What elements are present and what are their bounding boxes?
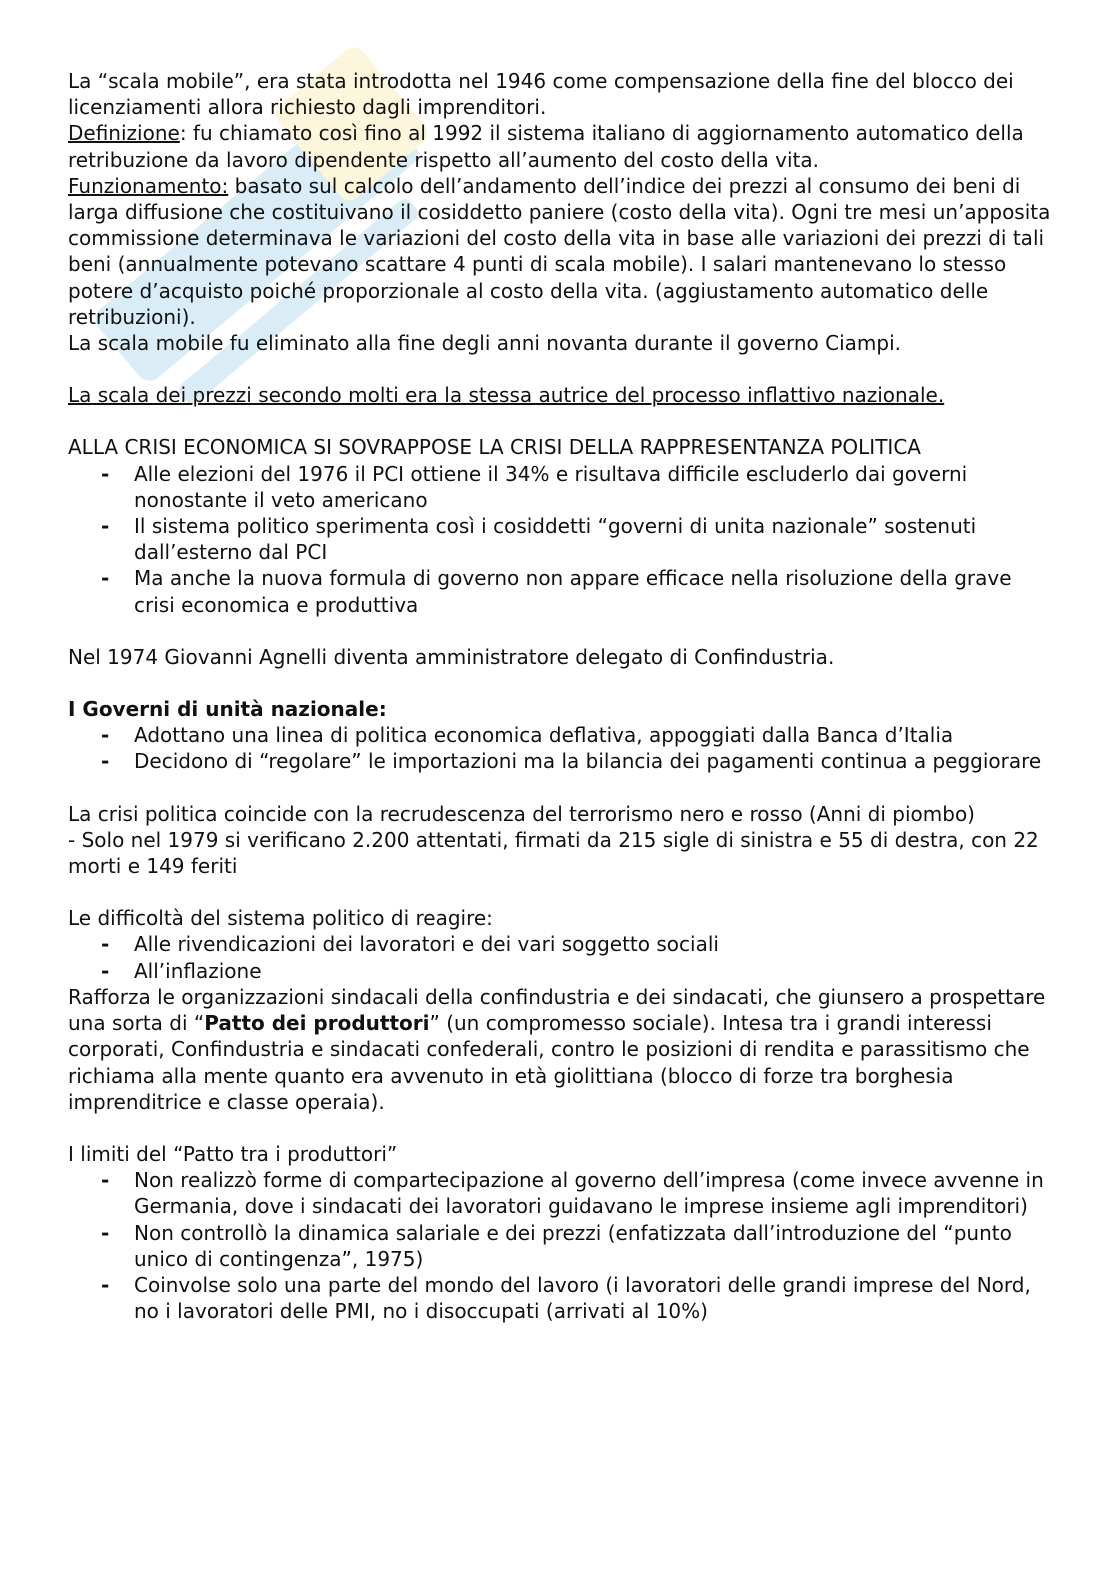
limits-heading: I limiti del “Patto tra i produttori” xyxy=(68,1141,398,1166)
attacks-paragraph: - Solo nel 1979 si verificano 2.200 attentati, firmati da 215 sigle di sinistra e 55 di destra, con 22 morti e 149 feriti xyxy=(68,827,1039,879)
pact-text-before: Rafforza le organizzazioni sindacali della confindustria e dei sindacati, che giunsero a prospettare una sorta di “ xyxy=(68,984,1046,1036)
governi-heading xyxy=(68,696,1058,722)
crisis-list xyxy=(68,461,1058,618)
list-item: - Coinvolse solo una parte del mondo del lavoro (i lavoratori delle grandi imprese del Nord, no i lavoratori delle PMI, no i disoccupati (arrivati al 10%) xyxy=(68,1272,1058,1324)
price-scale-text: La scala dei prezzi secondo molti era la stessa autrice del processo inflattivo nazionale. xyxy=(68,383,945,408)
crisis-heading: ALLA CRISI ECONOMICA SI SOVRAPPOSE LA CRISI DELLA RAPPRESENTANZA POLITICA xyxy=(68,435,921,460)
list-item: - Il sistema politico sperimenta così i cosiddetti “governi di unita nazionale” sostenuti dall’esterno dal PCI xyxy=(68,513,1058,565)
list-item: - Non realizzò forme di compartecipazione al governo dell’impresa (come invece avvenne in Germania, dove i sindacati dei lavoratori guidavano le imprese insieme agli imprenditori) xyxy=(68,1167,1058,1219)
elimination-paragraph: La scala mobile fu eliminato alla fine degli anni novanta durante il governo Ciampi. xyxy=(68,331,902,356)
list-item: - Adottano una linea di politica economica deflativa, appoggiati dalla Banca d’Italia xyxy=(68,722,1058,748)
pact-bold: Patto dei produttori xyxy=(204,1011,430,1036)
list-item: - Alle elezioni del 1976 il PCI ottiene il 34% e risultava difficile escluderlo dai governi nonostante il veto americano xyxy=(68,461,1058,513)
list-item: - Alle rivendicazioni dei lavoratori e dei vari soggetto sociali xyxy=(68,931,1058,957)
definition-text: : fu chiamato così fino al 1992 il sistema italiano di aggiornamento automatico della retribuzione da lavoro dipendente rispetto all’aumento del costo della vita. xyxy=(68,121,1024,172)
intro-paragraph: La “scala mobile”, era stata introdotta nel 1946 come compensazione della fine del blocco dei licenziamenti allora richiesto dagli imprenditori. xyxy=(68,69,1014,120)
limits-list xyxy=(68,1167,1058,1324)
functioning-text: basato sul calcolo dell’andamento dell’indice dei prezzi al consumo dei beni di larga diffusione che costituivano il cosiddetto paniere (costo della vita). Ogni tre mesi un’apposita commissione determinava le variazioni del costo della vita in base alle variazioni dei prezzi di tali beni (annualmente potevano scattare 4 punti di scala mobile). I salari mantenevano lo stesso potere d’acquisto poiché proporzionale al costo della vita. (aggiustamento automatico delle retribuzioni). xyxy=(68,173,1051,329)
list-item: - All’inflazione xyxy=(68,958,1058,984)
terrorism-paragraph: La crisi politica coincide con la recrudescenza del terrorismo nero e rosso (Anni di piombo) xyxy=(68,801,975,826)
definition-label: Definizione xyxy=(68,121,180,146)
list-item: - Non controllò la dinamica salariale e dei prezzi (enfatizzata dall’introduzione del “punto unico di contingenza”, 1975) xyxy=(68,1220,1058,1272)
functioning-paragraph xyxy=(68,173,1058,330)
functioning-label: Funzionamento: xyxy=(68,173,229,198)
governi-list xyxy=(68,722,1058,774)
document-page xyxy=(68,68,1058,1324)
difficulties-list xyxy=(68,931,1058,983)
list-item: - Ma anche la nuova formula di governo non appare efficace nella risoluzione della grave crisi economica e produttiva xyxy=(68,565,1058,617)
definition-paragraph xyxy=(68,120,1058,172)
governi-heading-text: I Governi di unità nazionale: xyxy=(68,697,387,722)
price-scale-paragraph xyxy=(68,382,1058,408)
difficulties-heading: Le difficoltà del sistema politico di reagire: xyxy=(68,906,493,931)
agnelli-paragraph: Nel 1974 Giovanni Agnelli diventa amministratore delegato di Confindustria. xyxy=(68,644,835,669)
pact-paragraph xyxy=(68,984,1058,1115)
list-item: - Decidono di “regolare” le importazioni ma la bilancia dei pagamenti continua a peggiorare xyxy=(68,748,1058,774)
pact-text-after: ” (un compromesso sociale). Intesa tra i grandi interessi corporati, Confindustria e sindacati confederali, contro le posizioni di rendita e parassitismo che richiama alla mente quanto era avvenuto in età giolittiana (blocco di forze tra borghesia imprenditrice e classe operaia). xyxy=(68,1011,1030,1114)
